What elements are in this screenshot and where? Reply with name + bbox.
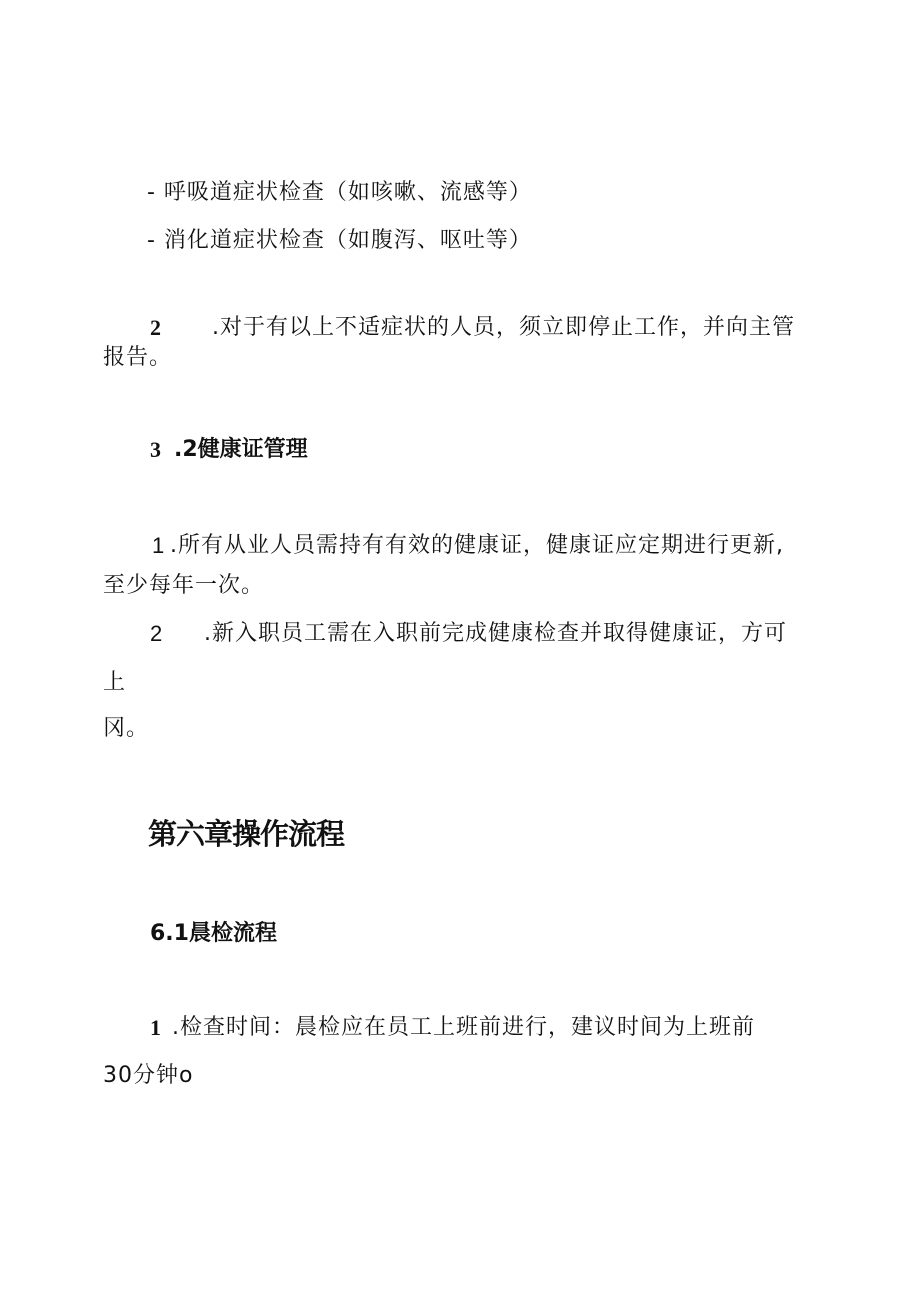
item-symptom-line1: .对于有以上不适症状的人员，须立即停止工作，并向主管 <box>212 315 795 340</box>
health-item-1-line1: .所有从业人员需持有有效的健康证，健康证应定期进行更新, <box>170 533 784 558</box>
bullet-respiratory: - 呼吸道症状检查（如咳嗽、流感等） <box>147 180 532 205</box>
health-item-2-line1: .新入职员工需在入职前完成健康检查并取得健康证，方可 <box>204 621 787 646</box>
health-item-1-line2: 至少每年一次。 <box>103 573 265 598</box>
section-3-2-title: .2健康证管理 <box>174 437 308 462</box>
item-symptom-line2: 报告。 <box>103 345 173 370</box>
health-item-2-line3: 冈。 <box>103 716 150 741</box>
section-3-2-number: 3 <box>150 437 161 462</box>
item-symptom-number: 2 <box>150 315 161 340</box>
section-6-1-title: 6.1晨检流程 <box>150 921 277 946</box>
morning-item-number: 1 <box>150 1015 161 1040</box>
morning-item-line1: .检查时间：晨检应在员工上班前进行，建议时间为上班前 <box>172 1015 755 1040</box>
health-item-1-number: 1 <box>152 533 165 558</box>
bullet-digestive: - 消化道症状检查（如腹泻、呕吐等） <box>147 228 532 253</box>
morning-item-line2: 30分钟o <box>103 1063 194 1088</box>
health-item-2-line2: 上 <box>103 670 127 695</box>
health-item-2-number: 2 <box>150 621 163 646</box>
chapter-title: 第六章操作流程 <box>148 817 345 851</box>
